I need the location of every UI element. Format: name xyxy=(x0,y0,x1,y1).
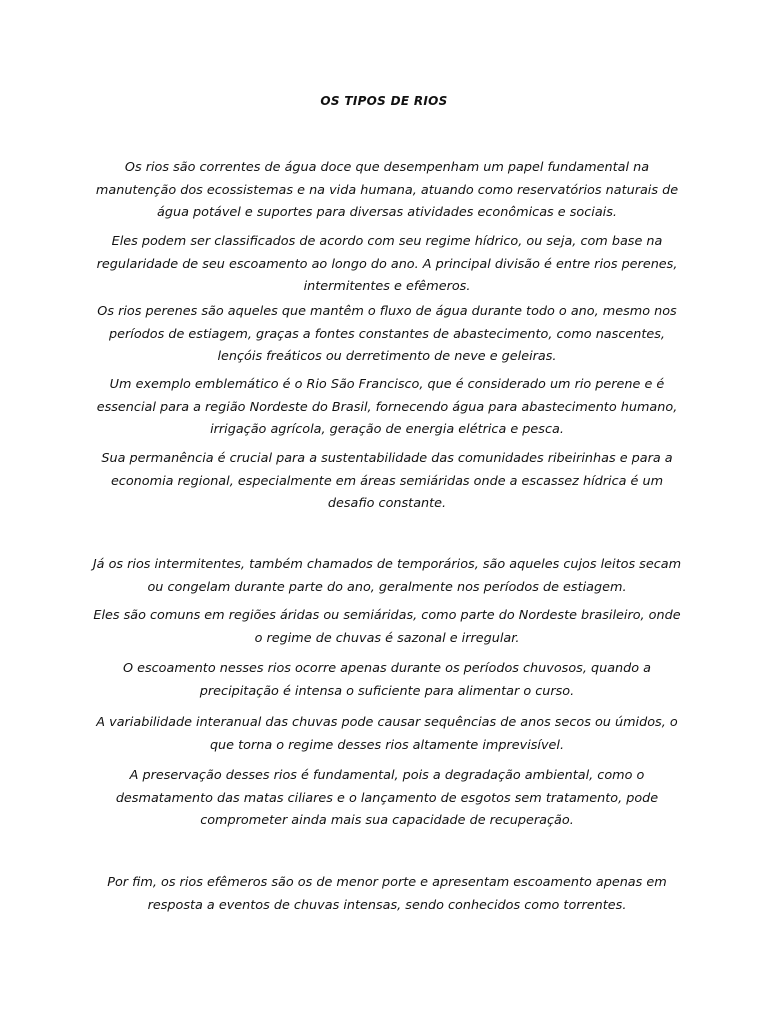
paragraph-permanencia: Sua permanência é crucial para a sustentabilidade das comunidades ribeirinhas e para a economia regional, especialmente em áreas semiáridas onde a escassez hídrica é um desafio constante. xyxy=(101,451,673,511)
paragraph-variabilidade: A variabilidade interanual das chuvas pode causar sequências de anos secos ou úmidos, o que torna o regime desses rios altamente imprevisível. xyxy=(96,715,678,753)
paragraph-regioes-aridas: Eles são comuns em regiões áridas ou semiáridas, como parte do Nordeste brasileiro, onde o regime de chuvas é sazonal e irregular. xyxy=(93,608,681,646)
paragraph-rios-perenes: Os rios perenes são aqueles que mantêm o fluxo de água durante todo o ano, mesmo nos períodos de estiagem, graças a fontes constantes de abastecimento, como nascentes, lençóis freáticos ou derretimento de neve e geleiras. xyxy=(97,304,677,364)
paragraph-rios-intermitentes: Já os rios intermitentes, também chamados de temporários, são aqueles cujos leitos secam ou congelam durante parte do ano, geralmente nos períodos de estiagem. xyxy=(92,557,682,595)
document-title: OS TIPOS DE RIOS xyxy=(320,94,448,108)
paragraph-classificacao: Eles podem ser classificados de acordo com seu regime hídrico, ou seja, com base na regularidade de seu escoamento ao longo do ano. A principal divisão é entre rios perenes, intermitentes e efêmeros. xyxy=(96,234,678,294)
paragraph-rios-definicao: Os rios são correntes de água doce que desempenham um papel fundamental na manutenção dos ecossistemas e na vida humana, atuando como reservatórios naturais de água potável e suportes para diversas atividades econômicas e sociais. xyxy=(95,160,679,220)
paragraph-rios-efemeros: Por fim, os rios efêmeros são os de menor porte e apresentam escoamento apenas em resposta a eventos de chuvas intensas, sendo conhecidos como torrentes. xyxy=(107,875,667,913)
paragraph-escoamento: O escoamento nesses rios ocorre apenas durante os períodos chuvosos, quando a precipitação é intensa o suficiente para alimentar o curso. xyxy=(122,661,652,699)
paragraph-sao-francisco: Um exemplo emblemático é o Rio São Francisco, que é considerado um rio perene e é essencial para a região Nordeste do Brasil, fornecendo água para abastecimento humano, irrigação agrícola, geração de energia elétrica e pesca. xyxy=(96,377,678,437)
paragraph-preservacao: A preservação desses rios é fundamental, pois a degradação ambiental, como o desmatamento das matas ciliares e o lançamento de esgotos sem tratamento, pode comprometer ainda mais sua capacidade de recuperação. xyxy=(115,768,659,828)
